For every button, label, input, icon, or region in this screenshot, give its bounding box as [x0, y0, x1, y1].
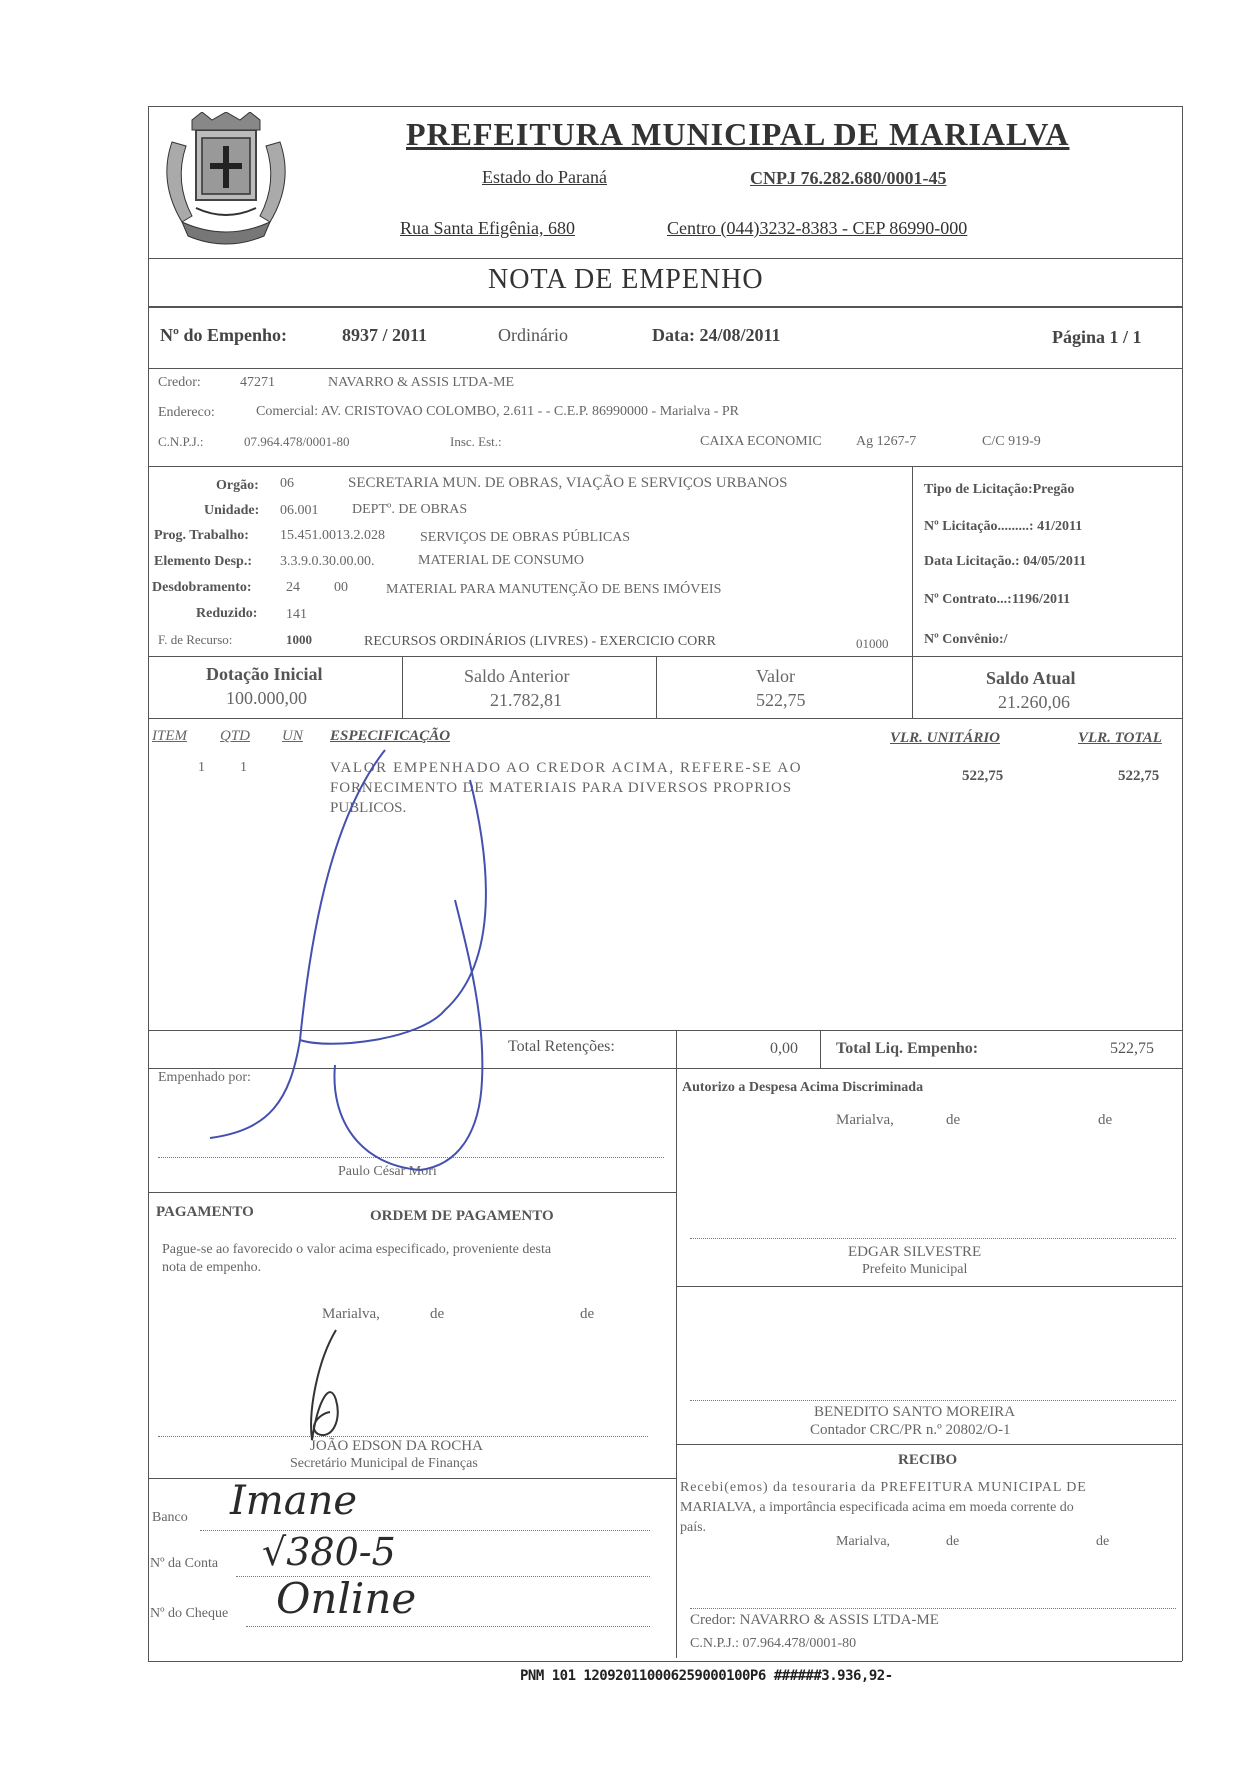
dotacao-value: 100.000,00: [226, 688, 307, 708]
numero-contrato: Nº Contrato...:1196/2011: [924, 592, 1071, 607]
item-unit-value: 522,75: [962, 768, 1004, 784]
divider: [676, 1444, 1182, 1445]
liq-empenho-label: Total Liq. Empenho:: [836, 1040, 979, 1057]
tipo-licitacao: Tipo de Licitação:Pregão: [924, 482, 1075, 497]
divider: [148, 306, 1182, 308]
elem-value: 3.3.9.0.30.00.00.: [280, 554, 375, 569]
saldo-anterior-label: Saldo Anterior: [464, 666, 570, 686]
item-spec-line-1: VALOR EMPENHADO AO CREDOR ACIMA, REFERE-SE AO: [330, 760, 803, 776]
state-name: Estado do Paraná: [482, 167, 607, 187]
elem-desc: MATERIAL DE CONSUMO: [418, 553, 584, 568]
desd-value: 24: [286, 580, 300, 595]
signature-line: [158, 1157, 664, 1158]
col-header-un: UN: [282, 728, 303, 744]
empenho-date: Data: 24/08/2011: [652, 325, 781, 345]
item-spec-line-2: FORNECIMENTO DE MATERIAIS PARA DIVERSOS PROPRIOS: [330, 780, 793, 796]
recibo-de-2: de: [1096, 1534, 1110, 1549]
recibo-de-1: de: [946, 1534, 960, 1549]
col-header-vlr-total: VLR. TOTAL: [1078, 730, 1162, 746]
desd-desc: MATERIAL PARA MANUTENÇÃO DE BENS IMÓVEIS: [386, 582, 722, 597]
signature-line: [690, 1238, 1176, 1239]
signature-joao-scribble: [311, 1330, 338, 1440]
address-street: Rua Santa Efigênia, 680: [400, 218, 575, 238]
retencoes-value: 0,00: [770, 1040, 798, 1057]
municipal-coat-of-arms-icon: [152, 112, 300, 252]
credor-cnpj: 07.964.478/0001-80: [244, 434, 350, 449]
autorizo-city: Marialva,: [836, 1112, 894, 1128]
page-number: Página 1 / 1: [1052, 327, 1142, 347]
empenhado-name: Paulo César Mori: [338, 1164, 437, 1179]
empenho-type: Ordinário: [498, 325, 568, 345]
liq-empenho-value: 522,75: [1110, 1040, 1154, 1057]
elem-label: Elemento Desp.:: [154, 554, 252, 569]
divider: [402, 656, 403, 718]
address-label: Endereco:: [158, 405, 215, 420]
prefeito-name: EDGAR SILVESTRE: [848, 1244, 982, 1260]
reduzido-value: 141: [286, 607, 307, 622]
ordem-pagamento-label: ORDEM DE PAGAMENTO: [370, 1208, 554, 1224]
desd-label: Desdobramento:: [152, 580, 252, 595]
credor-address: Comercial: AV. CRISTOVAO COLOMBO, 2.611 - - C.E.P. 86990000 - Marialva - PR: [256, 404, 740, 419]
data-licitacao: Data Licitação.: 04/05/2011: [924, 554, 1087, 569]
pagamento-text-2: nota de empenho.: [162, 1260, 262, 1275]
prefeito-title: Prefeito Municipal: [862, 1262, 968, 1277]
divider: [148, 466, 1182, 467]
divider: [656, 656, 657, 718]
page-title: PREFEITURA MUNICIPAL DE MARIALVA: [406, 116, 1070, 152]
divider: [148, 1030, 1182, 1031]
empenhado-label: Empenhado por:: [158, 1070, 251, 1085]
autorizo-de-1: de: [946, 1112, 961, 1128]
frame-right: [1182, 106, 1183, 1661]
empenho-number: 8937 / 2011: [342, 325, 428, 345]
secretario-name: JOÃO EDSON DA ROCHA: [310, 1438, 483, 1454]
unidade-label: Unidade:: [204, 503, 260, 518]
frame-top: [148, 106, 1182, 107]
divider: [148, 656, 1182, 657]
insc-label: Insc. Est.:: [450, 434, 502, 449]
unidade-value: 06.001: [280, 503, 319, 518]
signature-line: [158, 1436, 648, 1437]
signature-line: [690, 1608, 1176, 1609]
col-header-vlr-unitario: VLR. UNITÁRIO: [890, 730, 1001, 746]
col-header-item: ITEM: [152, 728, 187, 744]
cheque-label: Nº do Cheque: [150, 1606, 229, 1621]
signature-line: [690, 1400, 1176, 1401]
recibo-credor: Credor: NAVARRO & ASSIS LTDA-ME: [690, 1612, 939, 1628]
col-header-especificacao: ESPECIFICAÇÃO: [330, 728, 451, 744]
recurso-label: F. de Recurso:: [158, 632, 233, 647]
prog-label: Prog. Trabalho:: [154, 528, 249, 543]
orgao-label: Orgão:: [216, 478, 259, 493]
autorizo-de-2: de: [1098, 1112, 1113, 1128]
divider: [148, 1478, 676, 1479]
dotacao-label: Dotação Inicial: [206, 664, 323, 684]
valor-label: Valor: [756, 666, 795, 686]
reduzido-label: Reduzido:: [196, 606, 258, 621]
bank-account: C/C 919-9: [982, 434, 1041, 449]
desd-value-2: 00: [334, 580, 348, 595]
document-title: NOTA DE EMPENHO: [488, 264, 764, 295]
conta-value: √380-5: [262, 1530, 396, 1574]
saldo-anterior-value: 21.782,81: [490, 690, 562, 710]
orgao-desc: SECRETARIA MUN. DE OBRAS, VIAÇÃO E SERVIÇOS URBANOS: [348, 475, 788, 491]
divider: [820, 1030, 821, 1068]
pagamento-city: Marialva,: [322, 1306, 380, 1322]
contador-name: BENEDITO SANTO MOREIRA: [814, 1404, 1016, 1420]
bank-agency: Ag 1267-7: [856, 434, 917, 449]
divider: [148, 368, 1182, 369]
prog-value: 15.451.0013.2.028: [280, 528, 385, 543]
prog-desc: SERVIÇOS DE OBRAS PÚBLICAS: [420, 530, 631, 545]
cheque-value: Online: [276, 1574, 417, 1623]
saldo-atual-value: 21.260,06: [998, 692, 1070, 712]
empenho-label: Nº do Empenho:: [160, 325, 287, 345]
credor-label: Credor:: [158, 375, 201, 390]
autorizo-text: Autorizo a Despesa Acima Discriminada: [682, 1080, 924, 1095]
orgao-value: 06: [280, 476, 294, 491]
recibo-title: RECIBO: [898, 1452, 958, 1468]
recibo-text-1: Recebi(emos) da tesouraria da PREFEITURA MUNICIPAL DE: [680, 1480, 1087, 1495]
cnpj-label: C.N.P.J.:: [158, 434, 204, 449]
bank-name: CAIXA ECONOMIC: [700, 434, 822, 449]
recibo-cnpj: C.N.P.J.: 07.964.478/0001-80: [690, 1636, 857, 1651]
col-header-qtd: QTD: [220, 728, 251, 744]
divider: [676, 1286, 1182, 1287]
address-district: Centro (044)3232-8383 - CEP 86990-000: [667, 218, 968, 238]
divider: [148, 258, 1182, 259]
numero-licitacao: Nº Licitação.........: 41/2011: [924, 519, 1083, 534]
divider: [148, 1192, 676, 1193]
credor-code: 47271: [240, 375, 275, 390]
cnpj-header: CNPJ 76.282.680/0001-45: [750, 168, 947, 188]
pagamento-text-1: Pague-se ao favorecido o valor acima especificado, proveniente desta: [162, 1242, 552, 1257]
item-number: 1: [198, 760, 205, 775]
recibo-text-3: país.: [680, 1520, 707, 1535]
contador-title: Contador CRC/PR n.º 20802/O-1: [810, 1422, 1011, 1438]
conta-label: Nº da Conta: [150, 1556, 219, 1571]
banco-value: Imane: [230, 1478, 358, 1524]
divider: [912, 466, 913, 656]
recurso-desc: RECURSOS ORDINÁRIOS (LIVRES) - EXERCICIO CORR: [364, 634, 716, 649]
recurso-code: 01000: [856, 636, 889, 651]
retencoes-label: Total Retenções:: [508, 1038, 615, 1055]
item-spec-line-3: PUBLICOS.: [330, 800, 407, 816]
saldo-atual-label: Saldo Atual: [986, 668, 1076, 688]
divider: [148, 1068, 1182, 1069]
recibo-text-2: MARIALVA, a importância especificada acima em moeda corrente do: [680, 1500, 1074, 1515]
credor-name: NAVARRO & ASSIS LTDA-ME: [328, 375, 515, 390]
item-qtd: 1: [240, 760, 247, 775]
divider: [912, 656, 913, 718]
item-total-value: 522,75: [1118, 768, 1160, 784]
banco-label: Banco: [152, 1510, 188, 1525]
divider: [148, 718, 1182, 719]
divider: [676, 1068, 677, 1658]
footer-code: PNM 101 120920110006259000100P6 ######3.936,92-: [520, 1668, 893, 1684]
pagamento-de-2: de: [580, 1306, 595, 1322]
secretario-title: Secretário Municipal de Finanças: [290, 1456, 478, 1471]
unidade-desc: DEPTº. DE OBRAS: [352, 502, 468, 517]
recibo-city: Marialva,: [836, 1534, 891, 1549]
numero-convenio: Nº Convênio:/: [924, 632, 1008, 647]
cheque-line: [246, 1626, 650, 1627]
frame-left: [148, 106, 149, 1661]
frame-bottom: [148, 1661, 1182, 1662]
pagamento-de-1: de: [430, 1306, 445, 1322]
valor-value: 522,75: [756, 690, 806, 710]
divider: [676, 1030, 677, 1068]
pagamento-label: PAGAMENTO: [156, 1204, 254, 1220]
recurso-value: 1000: [286, 632, 312, 647]
